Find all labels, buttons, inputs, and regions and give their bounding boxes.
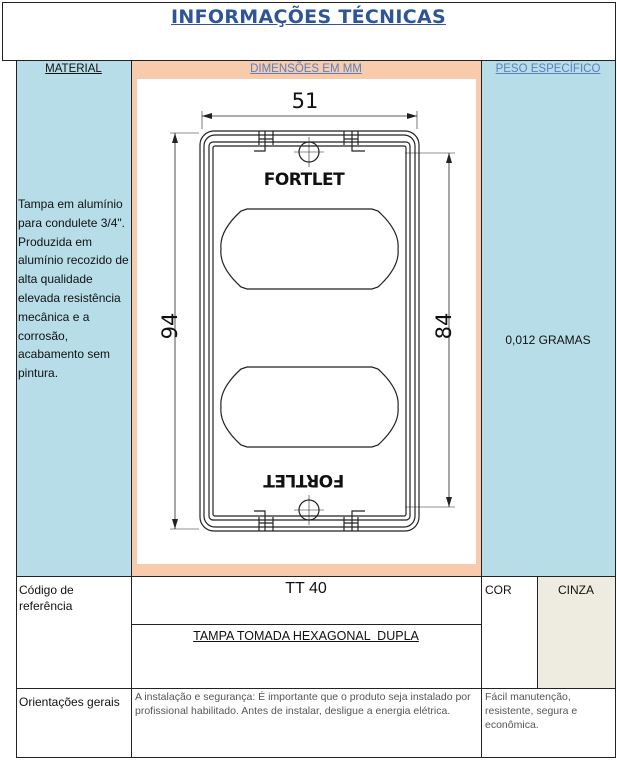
hex-opening-bottom — [221, 367, 398, 447]
features-text: Fácil manutenção, resistente, segura e econômica. — [485, 691, 578, 731]
header-material: MATERIAL — [45, 63, 102, 75]
divider-row-ref — [16, 576, 616, 577]
header-weight: PESO ESPECÍFICO — [495, 63, 601, 75]
color-value: CINZA — [558, 583, 594, 597]
reference-code: TT 40 — [285, 580, 327, 597]
header-dimensions: DIMENSÕES EM MM — [250, 63, 362, 75]
divider-row-code — [131, 624, 481, 625]
guidelines-text: A instalação e segurança: É importante que o produto seja instalado por profissional habilitado. Antes de instalar, desligue a energia elétrica. — [135, 691, 471, 717]
dimension-outer-height: 94 — [158, 312, 182, 340]
page-title: INFORMAÇÕES TÉCNICAS — [171, 6, 446, 28]
border-bottom — [16, 757, 616, 758]
brand-label-top: FORTLET — [263, 170, 345, 190]
weight-value: 0,012 GRAMAS — [505, 333, 591, 347]
material-description: Tampa em alumínio para condulete 3/4". Produzida em alumínio recozido de alta qualidade elevada resistência mecânica e a corrosão, acabamento sem pintura. — [18, 197, 129, 381]
weight-column-bg — [481, 60, 615, 576]
brand-label-bottom: FORTLET — [263, 470, 345, 490]
technical-drawing — [137, 79, 476, 564]
border-left — [16, 60, 17, 758]
hex-opening-top — [221, 209, 398, 289]
guidelines-label: Orientações gerais — [19, 695, 120, 709]
border-right — [615, 2, 616, 758]
divider-col1 — [131, 60, 132, 758]
divider-row-guide — [16, 688, 616, 689]
dimension-width: 51 — [291, 89, 319, 113]
product-description: TAMPA TOMADA HEXAGONAL DUPLA — [193, 629, 419, 643]
divider-col2 — [481, 60, 482, 758]
color-label: COR — [485, 583, 512, 597]
dimension-inner-height: 84 — [432, 312, 456, 340]
reference-label: Código de referência — [19, 583, 74, 613]
